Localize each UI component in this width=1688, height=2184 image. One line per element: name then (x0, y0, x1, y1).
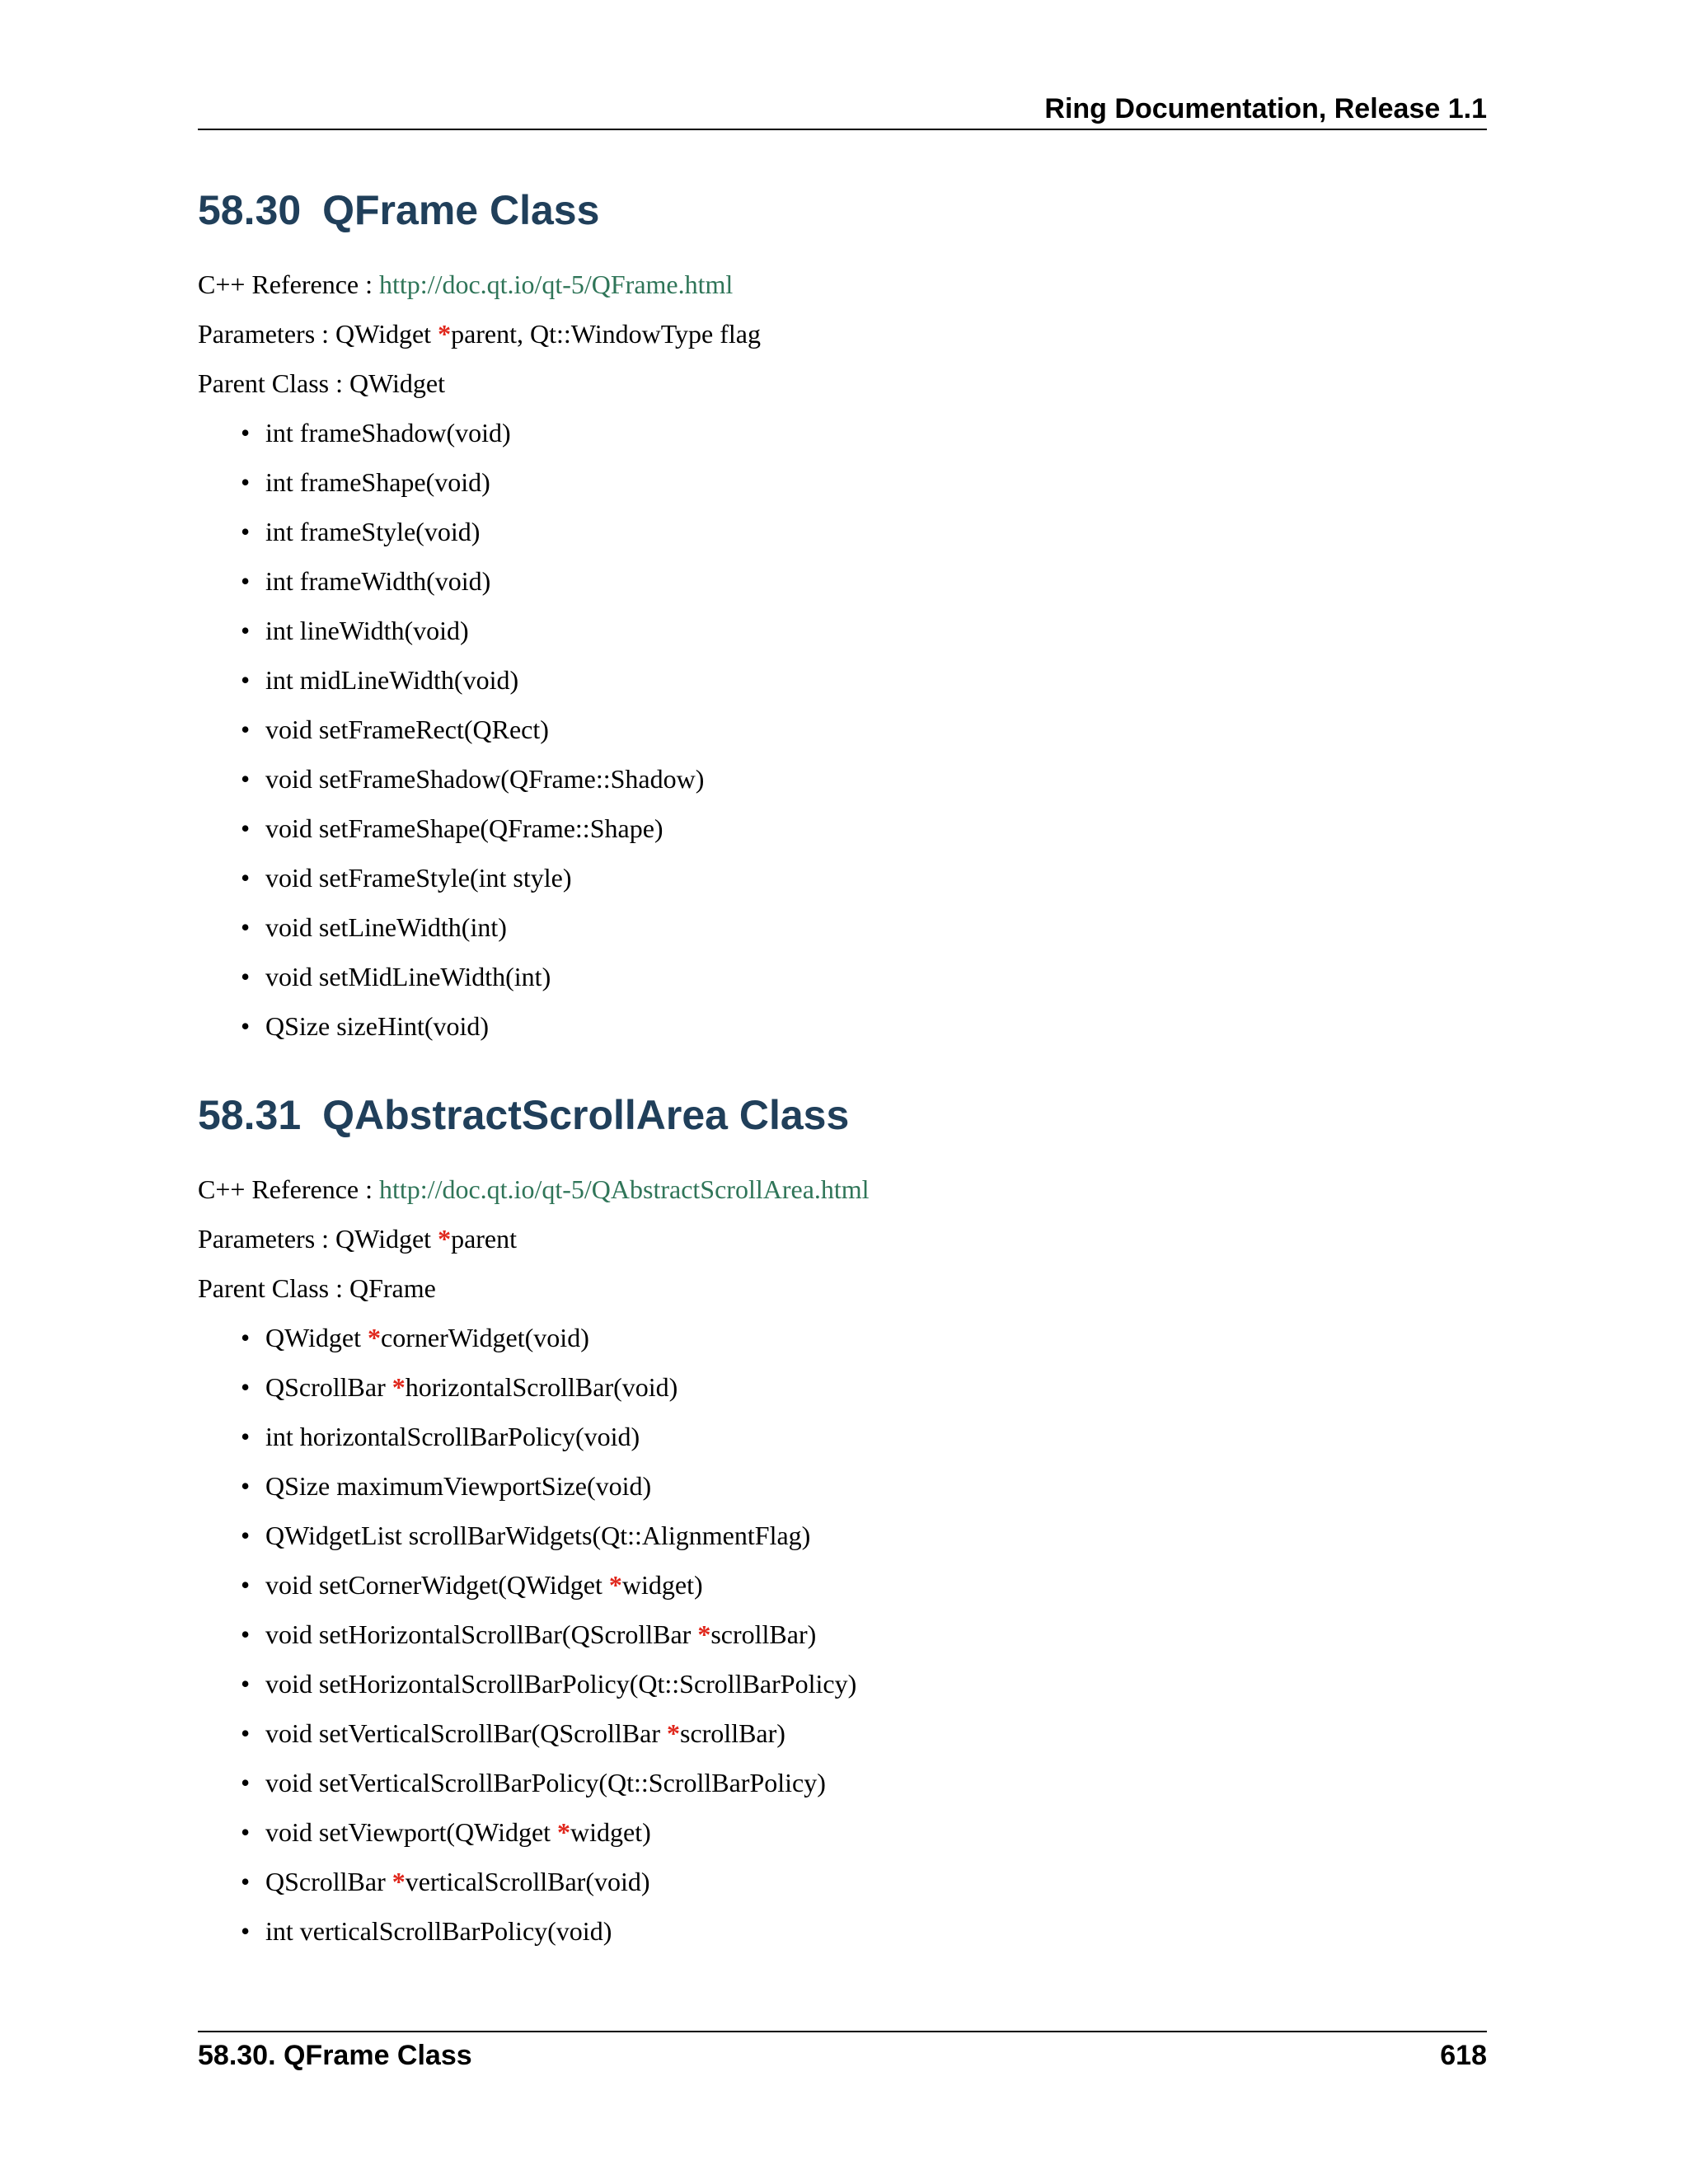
page-content (198, 185, 1487, 1947)
method-signature: void setHorizontalScrollBarPolicy(Qt::ScrollBarPolicy) (265, 1669, 857, 1699)
pointer-star: * (392, 1867, 406, 1896)
method-signature: void setFrameRect(QRect) (265, 715, 549, 744)
reference-label: C++ Reference : (198, 1174, 379, 1204)
method-signature: void setVerticalScrollBarPolicy(Qt::ScrollBarPolicy) (265, 1768, 826, 1797)
bullet-icon: • (241, 1011, 251, 1041)
footer-section: 58.30. QFrame Class (198, 2040, 472, 2071)
pointer-star: * (438, 319, 452, 349)
pointer-star: * (697, 1619, 711, 1649)
parameters-label: Parameters : (198, 1224, 336, 1254)
method-signature: int verticalScrollBarPolicy(void) (265, 1916, 612, 1946)
list-item (241, 1371, 1487, 1404)
pointer-star: * (557, 1817, 571, 1847)
bullet-icon: • (241, 1323, 251, 1352)
bullet-icon: • (241, 517, 251, 546)
list-item (241, 861, 1487, 894)
method-signature-rest: scrollBar) (710, 1619, 817, 1649)
section-heading (198, 1090, 1487, 1140)
list-item (241, 1717, 1487, 1750)
bullet-icon: • (241, 715, 251, 744)
method-signature-rest: scrollBar) (679, 1718, 785, 1748)
method-signature: int frameShadow(void) (265, 418, 511, 448)
parameters (198, 317, 1487, 350)
method-list (198, 1321, 1487, 1947)
method-signature: int lineWidth(void) (265, 616, 469, 645)
reference-label: C++ Reference : (198, 269, 379, 299)
bullet-icon: • (241, 1916, 251, 1946)
section-number: 58.31 (198, 1092, 302, 1138)
parameters-type: QWidget (335, 1224, 438, 1254)
bullet-icon: • (241, 863, 251, 893)
document-title: Ring Documentation, Release 1.1 (1044, 93, 1487, 124)
section-number: 58.30 (198, 187, 302, 233)
list-item (241, 1420, 1487, 1453)
method-list (198, 416, 1487, 1043)
list-item (241, 1568, 1487, 1601)
bullet-icon: • (241, 566, 251, 596)
list-item (241, 960, 1487, 993)
method-signature: int frameShape(void) (265, 467, 490, 497)
pointer-star: * (666, 1718, 680, 1748)
parent-class-label: Parent Class : (198, 1273, 349, 1303)
list-item (241, 663, 1487, 696)
bullet-icon: • (241, 1422, 251, 1451)
bullet-icon: • (241, 764, 251, 794)
parameters-rest: parent, Qt::WindowType flag (451, 319, 761, 349)
section-heading (198, 185, 1487, 235)
list-item (241, 614, 1487, 647)
method-signature: void setVerticalScrollBar(QScrollBar (265, 1718, 667, 1748)
reference-link[interactable]: http://doc.qt.io/qt-5/QAbstractScrollArea.html (379, 1174, 870, 1204)
parent-class-label: Parent Class : (198, 368, 349, 398)
method-signature: void setCornerWidget(QWidget (265, 1570, 609, 1600)
method-signature: void setFrameStyle(int style) (265, 863, 572, 893)
list-item (241, 515, 1487, 548)
method-signature: int frameWidth(void) (265, 566, 491, 596)
bullet-icon: • (241, 813, 251, 843)
method-signature: void setViewport(QWidget (265, 1817, 558, 1847)
method-signature: void setLineWidth(int) (265, 912, 507, 942)
list-item (241, 1519, 1487, 1552)
bullet-icon: • (241, 1867, 251, 1896)
parent-class (198, 367, 1487, 400)
bullet-icon: • (241, 1669, 251, 1699)
parent-class (198, 1272, 1487, 1305)
method-signature: void setFrameShape(QFrame::Shape) (265, 813, 663, 843)
method-signature: QSize maximumViewportSize(void) (265, 1471, 652, 1501)
method-signature-rest: horizontalScrollBar(void) (405, 1372, 678, 1402)
list-item (241, 1915, 1487, 1947)
parameters-label: Parameters : (198, 319, 336, 349)
parent-class-value: QWidget (349, 368, 445, 398)
method-signature-rest: verticalScrollBar(void) (405, 1867, 650, 1896)
method-signature: QWidget (265, 1323, 368, 1352)
method-signature: void setFrameShadow(QFrame::Shadow) (265, 764, 705, 794)
parameters (198, 1222, 1487, 1255)
method-signature: int horizontalScrollBarPolicy(void) (265, 1422, 640, 1451)
section-title-text: QFrame Class (322, 187, 600, 233)
list-item (241, 1865, 1487, 1898)
pointer-star: * (392, 1372, 406, 1402)
method-signature: void setHorizontalScrollBar(QScrollBar (265, 1619, 698, 1649)
method-signature-rest: widget) (621, 1570, 703, 1600)
bullet-icon: • (241, 1619, 251, 1649)
bullet-icon: • (241, 1372, 251, 1402)
list-item (241, 416, 1487, 449)
list-item (241, 812, 1487, 845)
cpp-reference (198, 268, 1487, 301)
bullet-icon: • (241, 418, 251, 448)
bullet-icon: • (241, 1471, 251, 1501)
method-signature-rest: widget) (570, 1817, 651, 1847)
section-qabstractscrollarea (198, 1090, 1487, 1947)
page-header (198, 91, 1487, 130)
method-signature: QSize sizeHint(void) (265, 1011, 490, 1041)
pointer-star: * (368, 1323, 382, 1352)
method-signature: QScrollBar (265, 1372, 392, 1402)
section-title-text: QAbstractScrollArea Class (322, 1092, 850, 1138)
parameters-type: QWidget (335, 319, 438, 349)
page-footer (198, 2031, 1487, 2082)
bullet-icon: • (241, 665, 251, 695)
list-item (241, 713, 1487, 746)
bullet-icon: • (241, 467, 251, 497)
bullet-icon: • (241, 912, 251, 942)
cpp-reference (198, 1173, 1487, 1206)
bullet-icon: • (241, 1817, 251, 1847)
bullet-icon: • (241, 1768, 251, 1797)
bullet-icon: • (241, 616, 251, 645)
bullet-icon: • (241, 962, 251, 991)
list-item (241, 1618, 1487, 1651)
list-item (241, 1321, 1487, 1354)
list-item (241, 1469, 1487, 1502)
list-item (241, 466, 1487, 499)
reference-link[interactable]: http://doc.qt.io/qt-5/QFrame.html (379, 269, 734, 299)
list-item (241, 1766, 1487, 1799)
section-qframe (198, 185, 1487, 1043)
method-signature: void setMidLineWidth(int) (265, 962, 551, 991)
pointer-star: * (608, 1570, 622, 1600)
parent-class-value: QFrame (349, 1273, 436, 1303)
list-item (241, 565, 1487, 598)
method-signature: QWidgetList scrollBarWidgets(Qt::AlignmentFlag) (265, 1521, 811, 1550)
page-number: 618 (1440, 2040, 1487, 2071)
parameters-rest: parent (451, 1224, 518, 1254)
bullet-icon: • (241, 1521, 251, 1550)
method-signature: int midLineWidth(void) (265, 665, 519, 695)
list-item (241, 1667, 1487, 1700)
method-signature: int frameStyle(void) (265, 517, 481, 546)
method-signature-rest: cornerWidget(void) (381, 1323, 589, 1352)
list-item (241, 1816, 1487, 1849)
method-signature: QScrollBar (265, 1867, 392, 1896)
bullet-icon: • (241, 1718, 251, 1748)
list-item (241, 1010, 1487, 1043)
list-item (241, 762, 1487, 795)
pointer-star: * (438, 1224, 452, 1254)
list-item (241, 911, 1487, 944)
bullet-icon: • (241, 1570, 251, 1600)
